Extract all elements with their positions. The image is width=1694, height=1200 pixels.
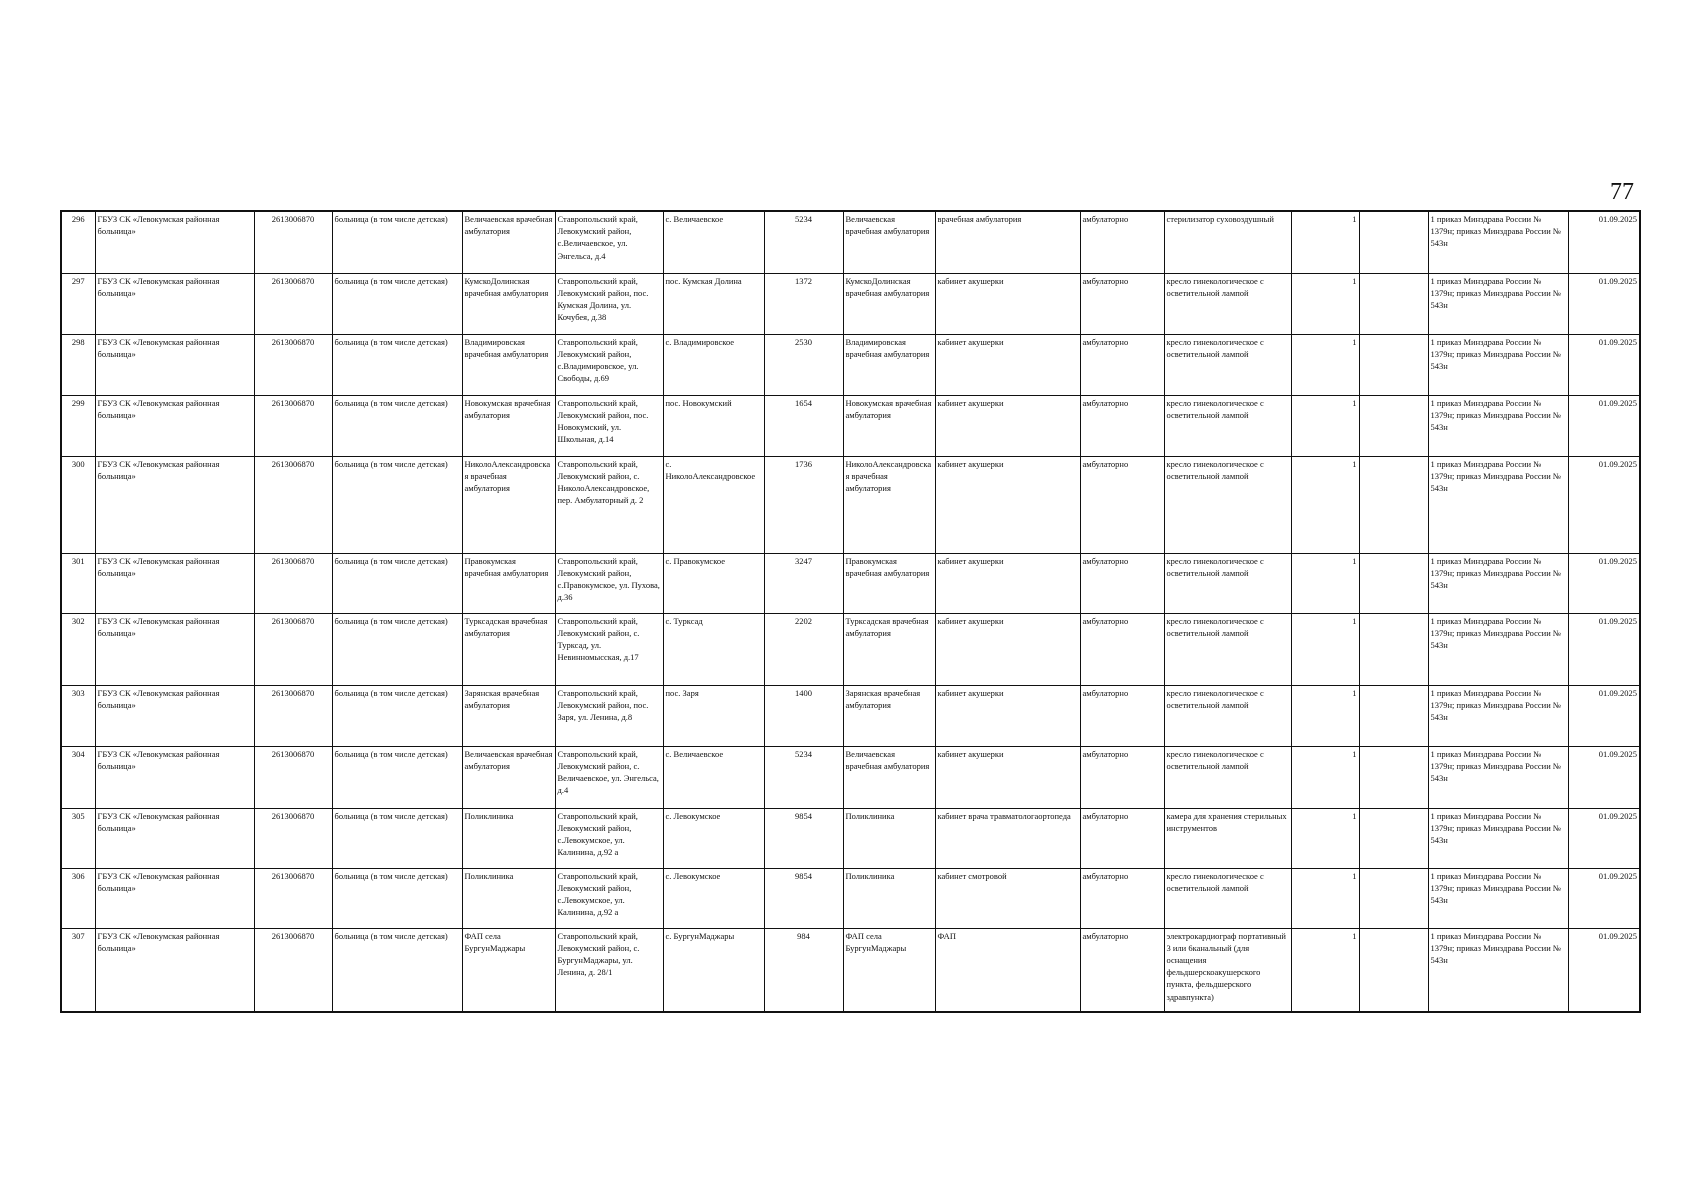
quantity-planned: 1: [1430, 870, 1435, 881]
inn-cell: 2613006870: [254, 553, 332, 613]
row-number: 301: [61, 553, 95, 613]
table-row: [61, 395, 1640, 456]
facility-cell: Правокумская врачебная амбулатория: [843, 553, 935, 613]
room-cell: кабинет акушерки: [935, 273, 1080, 334]
row-number: 306: [61, 868, 95, 928]
order-cell: [1428, 395, 1568, 456]
population-cell: 2530: [764, 334, 843, 395]
room-cell: кабинет акушерки: [935, 553, 1080, 613]
quantity-cell: 1: [1291, 456, 1359, 553]
unit-cell: ФАП села БургунМаджары: [462, 928, 555, 1012]
org-type-cell: больница (в том числе детская): [332, 553, 462, 613]
settlement-cell: с. Турксад: [663, 613, 764, 685]
regulation-text: приказ Минздрава России № 1379н; приказ Минздрава России № 543н: [1430, 458, 1562, 493]
quantity-extra-cell: [1359, 613, 1428, 685]
unit-cell: Поликлиника: [462, 808, 555, 868]
quantity-extra-cell: [1359, 746, 1428, 808]
settlement-cell: пос. Новокумский: [663, 395, 764, 456]
equipment-cell: кресло гинекологическое с осветительной лампой: [1164, 553, 1291, 613]
row-number: 302: [61, 613, 95, 685]
table-row: [61, 273, 1640, 334]
date-cell: 01.09.2025: [1568, 553, 1640, 613]
quantity-cell: 1: [1291, 553, 1359, 613]
organization-cell: ГБУЗ СК «Левокумская районная больница»: [95, 456, 254, 553]
quantity-cell: 1: [1291, 334, 1359, 395]
settlement-cell: с. НиколоАлександровское: [663, 456, 764, 553]
address-cell: Ставропольский край, Левокумский район, пос. Кумская Долина, ул. Кочубея, д.38: [555, 273, 663, 334]
regulation-text: приказ Минздрава России № 1379н; приказ Минздрава России № 543н: [1430, 748, 1562, 783]
quantity-cell: 1: [1291, 395, 1359, 456]
care-mode-cell: амбулаторно: [1080, 928, 1164, 1012]
org-type-cell: больница (в том числе детская): [332, 613, 462, 685]
population-cell: 9854: [764, 868, 843, 928]
quantity-cell: 1: [1291, 868, 1359, 928]
row-number: 298: [61, 334, 95, 395]
address-cell: Ставропольский край, Левокумский район, с.Правокумское, ул. Пухова, д.36: [555, 553, 663, 613]
inn-cell: 2613006870: [254, 334, 332, 395]
facility-cell: Поликлиника: [843, 808, 935, 868]
table-row: [61, 928, 1640, 1012]
table-row: [61, 334, 1640, 395]
table-row: [61, 456, 1640, 553]
organization-cell: ГБУЗ СК «Левокумская районная больница»: [95, 613, 254, 685]
equipment-cell: кресло гинекологическое с осветительной лампой: [1164, 334, 1291, 395]
population-cell: 1654: [764, 395, 843, 456]
order-cell: [1428, 211, 1568, 273]
quantity-cell: 1: [1291, 928, 1359, 1012]
equipment-cell: кресло гинекологическое с осветительной лампой: [1164, 395, 1291, 456]
facility-cell: НиколоАлександровская врачебная амбулатория: [843, 456, 935, 553]
organization-cell: ГБУЗ СК «Левокумская районная больница»: [95, 685, 254, 746]
quantity-cell: 1: [1291, 613, 1359, 685]
organization-cell: ГБУЗ СК «Левокумская районная больница»: [95, 808, 254, 868]
population-cell: 5234: [764, 746, 843, 808]
quantity-planned: 1: [1430, 810, 1435, 821]
unit-cell: Новокумская врачебная амбулатория: [462, 395, 555, 456]
equipment-cell: кресло гинекологическое с осветительной лампой: [1164, 456, 1291, 553]
date-cell: 01.09.2025: [1568, 808, 1640, 868]
table-row: [61, 211, 1640, 273]
regulation-text: приказ Минздрава России № 1379н; приказ Минздрава России № 543н: [1430, 397, 1562, 432]
quantity-cell: 1: [1291, 746, 1359, 808]
equipment-cell: кресло гинекологическое с осветительной лампой: [1164, 273, 1291, 334]
equipment-cell: кресло гинекологическое с осветительной лампой: [1164, 613, 1291, 685]
organization-cell: ГБУЗ СК «Левокумская районная больница»: [95, 868, 254, 928]
settlement-cell: с. Величаевское: [663, 746, 764, 808]
row-number: 297: [61, 273, 95, 334]
quantity-extra-cell: [1359, 685, 1428, 746]
inn-cell: 2613006870: [254, 808, 332, 868]
care-mode-cell: амбулаторно: [1080, 613, 1164, 685]
order-cell: [1428, 685, 1568, 746]
regulation-text: приказ Минздрава России № 1379н; приказ Минздрава России № 543н: [1430, 810, 1562, 845]
order-cell: [1428, 273, 1568, 334]
address-cell: Ставропольский край, Левокумский район, с.Левокумское, ул. Калинина, д.92 а: [555, 808, 663, 868]
date-cell: 01.09.2025: [1568, 928, 1640, 1012]
care-mode-cell: амбулаторно: [1080, 334, 1164, 395]
org-type-cell: больница (в том числе детская): [332, 746, 462, 808]
row-number: 296: [61, 211, 95, 273]
care-mode-cell: амбулаторно: [1080, 395, 1164, 456]
address-cell: Ставропольский край, Левокумский район, с. Турксад, ул. Невинномысская, д.17: [555, 613, 663, 685]
address-cell: Ставропольский край, Левокумский район, с. Величаевское, ул. Энгельса, д.4: [555, 746, 663, 808]
date-cell: 01.09.2025: [1568, 868, 1640, 928]
address-cell: Ставропольский край, Левокумский район, пос. Заря, ул. Ленина, д.8: [555, 685, 663, 746]
facility-cell: Величаевская врачебная амбулатория: [843, 746, 935, 808]
settlement-cell: с. Правокумское: [663, 553, 764, 613]
inn-cell: 2613006870: [254, 868, 332, 928]
regulation-text: приказ Минздрава России № 1379н; приказ Минздрава России № 543н: [1430, 336, 1562, 371]
inn-cell: 2613006870: [254, 273, 332, 334]
table-row: [61, 868, 1640, 928]
org-type-cell: больница (в том числе детская): [332, 685, 462, 746]
quantity-extra-cell: [1359, 395, 1428, 456]
facility-cell: Зарянская врачебная амбулатория: [843, 685, 935, 746]
care-mode-cell: амбулаторно: [1080, 211, 1164, 273]
date-cell: 01.09.2025: [1568, 395, 1640, 456]
care-mode-cell: амбулаторно: [1080, 456, 1164, 553]
organization-cell: ГБУЗ СК «Левокумская районная больница»: [95, 553, 254, 613]
table-row: [61, 808, 1640, 868]
row-number: 299: [61, 395, 95, 456]
org-type-cell: больница (в том числе детская): [332, 211, 462, 273]
order-cell: [1428, 928, 1568, 1012]
organization-cell: ГБУЗ СК «Левокумская районная больница»: [95, 928, 254, 1012]
quantity-planned: 1: [1430, 397, 1435, 408]
regulation-text: приказ Минздрава России № 1379н; приказ Минздрава России № 543н: [1430, 930, 1562, 965]
table-row: [61, 685, 1640, 746]
inn-cell: 2613006870: [254, 613, 332, 685]
row-number: 304: [61, 746, 95, 808]
regulation-text: приказ Минздрава России № 1379н; приказ Минздрава России № 543н: [1430, 214, 1562, 249]
room-cell: кабинет акушерки: [935, 395, 1080, 456]
organization-cell: ГБУЗ СК «Левокумская районная больница»: [95, 273, 254, 334]
quantity-planned: 1: [1430, 687, 1435, 698]
date-cell: 01.09.2025: [1568, 746, 1640, 808]
table-row: [61, 613, 1640, 685]
quantity-extra-cell: [1359, 211, 1428, 273]
org-type-cell: больница (в том числе детская): [332, 808, 462, 868]
inn-cell: 2613006870: [254, 746, 332, 808]
inn-cell: 2613006870: [254, 211, 332, 273]
settlement-cell: пос. Заря: [663, 685, 764, 746]
room-cell: кабинет врача травматологаортопеда: [935, 808, 1080, 868]
quantity-planned: 1: [1430, 615, 1435, 626]
quantity-cell: 1: [1291, 685, 1359, 746]
population-cell: 5234: [764, 211, 843, 273]
facility-cell: Новокумская врачебная амбулатория: [843, 395, 935, 456]
care-mode-cell: амбулаторно: [1080, 553, 1164, 613]
row-number: 303: [61, 685, 95, 746]
address-cell: Ставропольский край, Левокумский район, с. НиколоАлександровское, пер. Амбулаторный д. 2: [555, 456, 663, 553]
row-number: 307: [61, 928, 95, 1012]
order-cell: [1428, 808, 1568, 868]
address-cell: Ставропольский край, Левокумский район, с.Владимировское, ул. Свободы, д.69: [555, 334, 663, 395]
row-number: 300: [61, 456, 95, 553]
date-cell: 01.09.2025: [1568, 211, 1640, 273]
quantity-extra-cell: [1359, 334, 1428, 395]
room-cell: кабинет акушерки: [935, 456, 1080, 553]
population-cell: 1400: [764, 685, 843, 746]
org-type-cell: больница (в том числе детская): [332, 273, 462, 334]
facility-cell: ФАП села БургунМаджары: [843, 928, 935, 1012]
care-mode-cell: амбулаторно: [1080, 868, 1164, 928]
unit-cell: Правокумская врачебная амбулатория: [462, 553, 555, 613]
care-mode-cell: амбулаторно: [1080, 685, 1164, 746]
order-cell: [1428, 553, 1568, 613]
unit-cell: Поликлиника: [462, 868, 555, 928]
unit-cell: Величаевская врачебная амбулатория: [462, 211, 555, 273]
quantity-extra-cell: [1359, 273, 1428, 334]
quantity-planned: 1: [1430, 275, 1435, 286]
care-mode-cell: амбулаторно: [1080, 746, 1164, 808]
quantity-extra-cell: [1359, 456, 1428, 553]
unit-cell: Турксадская врачебная амбулатория: [462, 613, 555, 685]
organization-cell: ГБУЗ СК «Левокумская районная больница»: [95, 334, 254, 395]
facility-cell: КумскоДолинская врачебная амбулатория: [843, 273, 935, 334]
population-cell: 1736: [764, 456, 843, 553]
quantity-extra-cell: [1359, 553, 1428, 613]
date-cell: 01.09.2025: [1568, 613, 1640, 685]
equipment-cell: электрокардиограф портативный 3 или 6канальный (для оснащения фельдшерскоакушерского пункта, фельдшерского здравпункта): [1164, 928, 1291, 1012]
room-cell: кабинет акушерки: [935, 334, 1080, 395]
org-type-cell: больница (в том числе детская): [332, 868, 462, 928]
table-row: [61, 553, 1640, 613]
settlement-cell: с. Левокумское: [663, 868, 764, 928]
care-mode-cell: амбулаторно: [1080, 808, 1164, 868]
order-cell: [1428, 613, 1568, 685]
page-number: 77: [1610, 179, 1634, 205]
quantity-planned: 1: [1430, 930, 1435, 941]
equipment-cell: кресло гинекологическое с осветительной лампой: [1164, 868, 1291, 928]
org-type-cell: больница (в том числе детская): [332, 395, 462, 456]
org-type-cell: больница (в том числе детская): [332, 928, 462, 1012]
unit-cell: Зарянская врачебная амбулатория: [462, 685, 555, 746]
equipment-registry-table: [60, 210, 1641, 1013]
settlement-cell: с. БургунМаджары: [663, 928, 764, 1012]
quantity-planned: 1: [1430, 214, 1435, 224]
quantity-cell: 1: [1291, 808, 1359, 868]
population-cell: 9854: [764, 808, 843, 868]
table-row: [61, 746, 1640, 808]
population-cell: 1372: [764, 273, 843, 334]
quantity-extra-cell: [1359, 868, 1428, 928]
equipment-cell: стерилизатор суховоздушный: [1164, 211, 1291, 273]
table-body: [61, 211, 1640, 1012]
quantity-cell: 1: [1291, 273, 1359, 334]
quantity-planned: 1: [1430, 748, 1435, 759]
regulation-text: приказ Минздрава России № 1379н; приказ Минздрава России № 543н: [1430, 687, 1562, 722]
inn-cell: 2613006870: [254, 928, 332, 1012]
settlement-cell: с. Владимировское: [663, 334, 764, 395]
organization-cell: ГБУЗ СК «Левокумская районная больница»: [95, 211, 254, 273]
population-cell: 2202: [764, 613, 843, 685]
equipment-cell: кресло гинекологическое с осветительной лампой: [1164, 746, 1291, 808]
population-cell: 984: [764, 928, 843, 1012]
org-type-cell: больница (в том числе детская): [332, 334, 462, 395]
quantity-planned: 1: [1430, 458, 1435, 469]
date-cell: 01.09.2025: [1568, 685, 1640, 746]
organization-cell: ГБУЗ СК «Левокумская районная больница»: [95, 746, 254, 808]
room-cell: врачебная амбулатория: [935, 211, 1080, 273]
row-number: 305: [61, 808, 95, 868]
equipment-cell: камера для хранения стерильных инструментов: [1164, 808, 1291, 868]
order-cell: [1428, 456, 1568, 553]
settlement-cell: с. Левокумское: [663, 808, 764, 868]
address-cell: Ставропольский край, Левокумский район, с.Левокумское, ул. Калинина, д.92 а: [555, 868, 663, 928]
quantity-extra-cell: [1359, 808, 1428, 868]
address-cell: Ставропольский край, Левокумский район, пос. Новокумский, ул. Школьная, д.14: [555, 395, 663, 456]
address-cell: Ставропольский край, Левокумский район, с.Величаевское, ул. Энгельса, д.4: [555, 211, 663, 273]
inn-cell: 2613006870: [254, 685, 332, 746]
order-cell: [1428, 334, 1568, 395]
address-cell: Ставропольский край, Левокумский район, с. БургунМаджары, ул. Ленина, д. 28/1: [555, 928, 663, 1012]
org-type-cell: больница (в том числе детская): [332, 456, 462, 553]
organization-cell: ГБУЗ СК «Левокумская районная больница»: [95, 395, 254, 456]
facility-cell: Турксадская врачебная амбулатория: [843, 613, 935, 685]
room-cell: кабинет акушерки: [935, 746, 1080, 808]
room-cell: кабинет смотровой: [935, 868, 1080, 928]
unit-cell: КумскоДолинская врачебная амбулатория: [462, 273, 555, 334]
regulation-text: приказ Минздрава России № 1379н; приказ Минздрава России № 543н: [1430, 555, 1562, 590]
inn-cell: 2613006870: [254, 395, 332, 456]
quantity-cell: 1: [1291, 211, 1359, 273]
regulation-text: приказ Минздрава России № 1379н; приказ Минздрава России № 543н: [1430, 275, 1562, 310]
equipment-cell: кресло гинекологическое с осветительной лампой: [1164, 685, 1291, 746]
date-cell: 01.09.2025: [1568, 334, 1640, 395]
facility-cell: Поликлиника: [843, 868, 935, 928]
facility-cell: Величаевская врачебная амбулатория: [843, 211, 935, 273]
room-cell: ФАП: [935, 928, 1080, 1012]
settlement-cell: с. Величаевское: [663, 211, 764, 273]
unit-cell: НиколоАлександровская врачебная амбулатория: [462, 456, 555, 553]
regulation-text: приказ Минздрава России № 1379н; приказ Минздрава России № 543н: [1430, 615, 1562, 650]
date-cell: 01.09.2025: [1568, 456, 1640, 553]
unit-cell: Величаевская врачебная амбулатория: [462, 746, 555, 808]
quantity-extra-cell: [1359, 928, 1428, 1012]
care-mode-cell: амбулаторно: [1080, 273, 1164, 334]
order-cell: [1428, 746, 1568, 808]
room-cell: кабинет акушерки: [935, 685, 1080, 746]
inn-cell: 2613006870: [254, 456, 332, 553]
quantity-planned: 1: [1430, 555, 1435, 566]
quantity-planned: 1: [1430, 336, 1435, 347]
regulation-text: приказ Минздрава России № 1379н; приказ Минздрава России № 543н: [1430, 870, 1562, 905]
date-cell: 01.09.2025: [1568, 273, 1640, 334]
population-cell: 3247: [764, 553, 843, 613]
order-cell: [1428, 868, 1568, 928]
room-cell: кабинет акушерки: [935, 613, 1080, 685]
unit-cell: Владимировская врачебная амбулатория: [462, 334, 555, 395]
facility-cell: Владимировская врачебная амбулатория: [843, 334, 935, 395]
settlement-cell: пос. Кумская Долина: [663, 273, 764, 334]
